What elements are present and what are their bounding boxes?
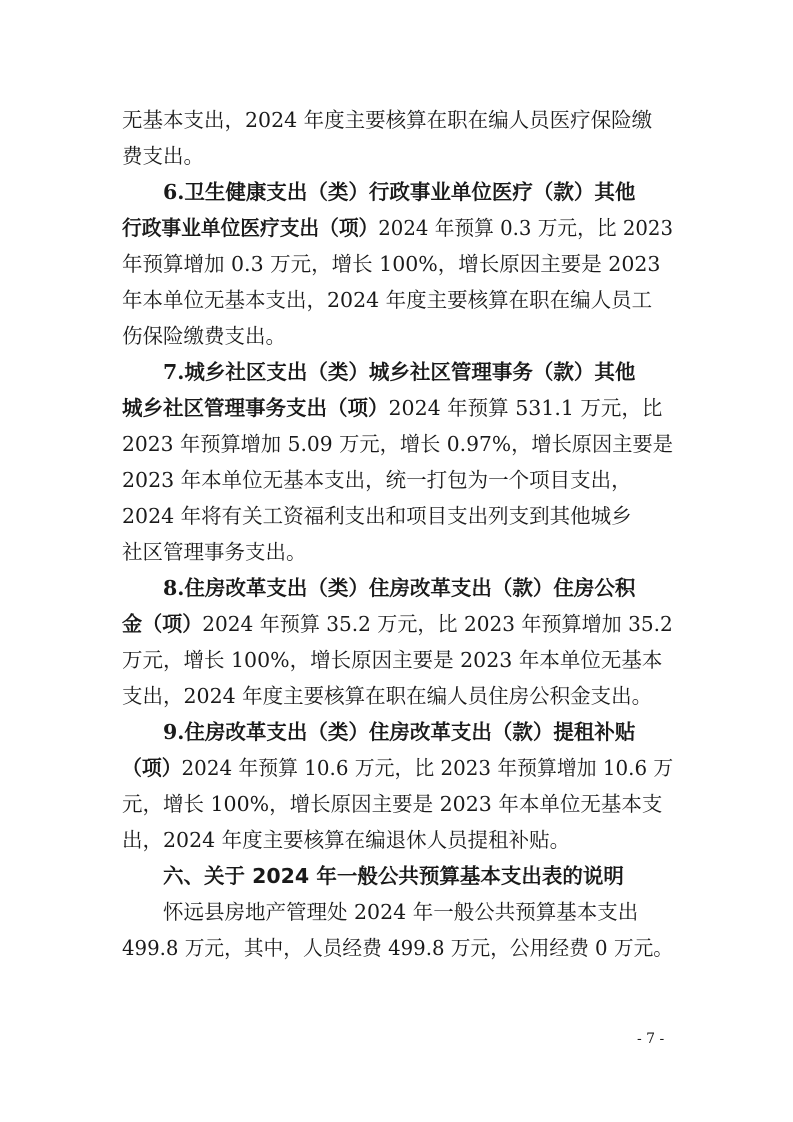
- paragraph-line: 年预算增加 0.3 万元，增长 100%，增长原因主要是 2023: [122, 252, 661, 276]
- paragraph-line: 年本单位无基本支出，2024 年度主要核算在职在编人员工: [122, 288, 653, 312]
- item-heading: 城乡社区管理事务支出（项）: [122, 396, 389, 420]
- page-number: - 7 -: [637, 1031, 665, 1047]
- paragraph-line: [122, 750, 673, 786]
- item-heading: 6.卫生健康支出（类）行政事业单位医疗（款）其他: [163, 180, 636, 204]
- paragraph-line: 万元，增长 100%，增长原因主要是 2023 年本单位无基本: [122, 648, 663, 672]
- item-heading: 7.城乡社区支出（类）城乡社区管理事务（款）其他: [163, 360, 636, 384]
- paragraph-line: 2023 年预算增加 5.09 万元，增长 0.97%，增长原因主要是: [122, 432, 674, 456]
- paragraph-text: 2024 年预算 35.2 万元，比 2023 年预算增加 35.2: [202, 612, 673, 636]
- section-heading: 六、关于 2024 年一般公共预算基本支出表的说明: [163, 864, 624, 888]
- item-heading: 8.住房改革支出（类）住房改革支出（款）住房公积: [163, 576, 636, 600]
- paragraph-line: 元，增长 100%，增长原因主要是 2023 年本单位无基本支: [122, 792, 663, 816]
- paragraph-line: 支出，2024 年度主要核算在职在编人员住房公积金支出。: [122, 684, 653, 708]
- paragraph-line: 2024 年将有关工资福利支出和项目支出列支到其他城乡: [122, 504, 632, 528]
- item-heading: 金（项）: [122, 612, 203, 636]
- paragraph-line: 怀远县房地产管理处 2024 年一般公共预算基本支出: [163, 900, 639, 924]
- item-heading: 9.住房改革支出（类）住房改革支出（款）提租补贴: [163, 720, 636, 744]
- paragraph-line: 伤保险缴费支出。: [122, 324, 286, 348]
- paragraph-line: 无基本支出，2024 年度主要核算在职在编人员医疗保险缴: [122, 108, 653, 132]
- paragraph-line: 出，2024 年度主要核算在编退休人员提租补贴。: [122, 828, 571, 852]
- paragraph-line: 499.8 万元，其中，人员经费 499.8 万元，公用经费 0 万元。: [122, 936, 673, 960]
- paragraph-text: 2024 年预算 0.3 万元，比 2023: [378, 216, 674, 240]
- paragraph-line: [122, 606, 673, 642]
- paragraph-line: 社区管理事务支出。: [122, 540, 307, 564]
- paragraph-line: [122, 390, 662, 426]
- paragraph-text: 2024 年预算 10.6 万元，比 2023 年预算增加 10.6 万: [181, 756, 674, 780]
- item-heading: （项）: [122, 756, 182, 780]
- item-heading: 行政事业单位医疗支出（项）: [122, 216, 379, 240]
- paragraph-line: 费支出。: [122, 144, 204, 168]
- paragraph-line: [122, 210, 673, 246]
- paragraph-text: 2024 年预算 531.1 万元，比: [388, 396, 663, 420]
- paragraph-line: 2023 年本单位无基本支出，统一打包为一个项目支出，: [122, 468, 632, 492]
